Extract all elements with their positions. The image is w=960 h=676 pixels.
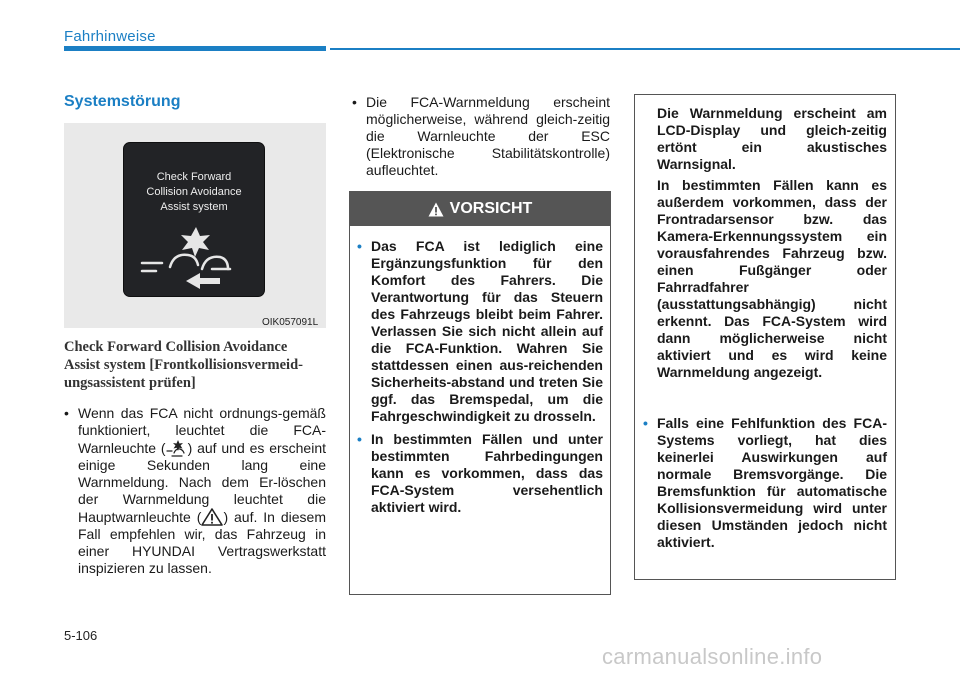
caution-title: VORSICHT	[449, 200, 533, 217]
warning-triangle-icon	[428, 202, 444, 217]
right-item-1: • Falls eine Fehlfunktion des FCA-Systems vorliegt, hat dies keinerlei Auswirkungen auf normale Bremsvorgänge. Die Bremsfunktion für automatische Kollisionsvermeidung wird unter diesen Umständen jedoch nicht aktiviert.	[643, 415, 887, 551]
left-bullet-list	[64, 405, 326, 577]
lcd-message	[124, 170, 264, 215]
left-bullet-text-1: Wenn das FCA nicht ordnungs-gemäß funktioniert, leuchtet die FCA-Warnleuchte (	[78, 405, 326, 456]
header-rule-thin	[330, 48, 960, 50]
left-bullet-text-3: ) auf. In diesem Fall empfehlen wir, das Fahrzeug in einer HYUNDAI Vertragswerkstatt inspizieren zu lassen.	[78, 509, 326, 576]
figure-photo	[64, 123, 326, 328]
header-rule-thick	[64, 46, 326, 51]
figure-code: OIK057091L	[262, 317, 319, 328]
mid-bullet-item: • Die FCA-Warnmeldung erscheint möglicherweise, während gleich-zeitig die Warnleuchte der ESC (Elektronische Stabilitätskontrolle) aufleuchtet.	[352, 94, 610, 179]
fca-warning-light-icon	[166, 439, 188, 457]
left-bullet-text-2: ) auf und es erscheint einige Sekunden lang eine Warnmeldung. Nach dem Er-löschen der Warnmeldung leuchtet die Hauptwarnleuchte (	[78, 440, 326, 525]
lcd-display	[124, 143, 264, 296]
page-number: 5-106	[64, 628, 98, 643]
left-bullet-item	[64, 405, 326, 577]
watermark: carmanualsonline.info	[602, 644, 823, 669]
right-paragraph-1: Die Warnmeldung erscheint am LCD-Display und gleich-zeitig ertönt ein akustisches Warnsignal.	[657, 105, 887, 172]
subtitle: Check Forward Collision Avoidance Assist system [Frontkollisionsvermeid-ungsassistent prüfen]	[64, 339, 303, 391]
lcd-line-2: Collision Avoidance	[146, 186, 242, 198]
caution-header	[350, 192, 610, 226]
mid-bullet-list	[352, 94, 610, 179]
header-title: Fahrhinweise	[64, 28, 156, 45]
caution-item-2: • In bestimmten Fällen und unter bestimmten Fahrbedingungen kann es vorkommen, dass das FCA-System versehentlich aktiviert wird.	[357, 431, 603, 516]
master-warning-icon	[201, 508, 223, 526]
right-list	[643, 415, 887, 557]
lcd-line-1: Check Forward	[156, 171, 232, 183]
fca-warning-icon	[134, 223, 254, 293]
caution-item-1: • Das FCA ist lediglich eine Ergänzungsfunktion für den Komfort des Fahrers. Die Verantwortung für das Steuern des Fahrzeugs bleibt beim Fahrer. Verlassen Sie sich nicht allein auf die FCA-Funktion. Wahren Sie stattdessen einen aus-reichenden Sicherheits-abstand und treten Sie ggf. das Bremspedal, um die Fahrgeschwindigkeit zu drosseln.	[357, 238, 603, 425]
section-title: Systemstörung	[64, 93, 181, 110]
lcd-line-3: Assist system	[160, 201, 228, 213]
caution-list	[357, 238, 603, 522]
right-paragraph-2: In bestimmten Fällen kann es außerdem vorkommen, dass der Frontradarsensor bzw. das Kamera-Erkennungssystem ein vorausfahrendes Fahrzeug bzw. einen Fußgänger oder Fahrradfahrer (ausstattungsabhängig) nicht erkennt. Das FCA-System wird dann möglicherweise nicht aktiviert und es wird keine Warnmeldung angezeigt.	[657, 177, 887, 380]
right-info-box	[634, 94, 896, 580]
caution-box	[349, 191, 611, 595]
